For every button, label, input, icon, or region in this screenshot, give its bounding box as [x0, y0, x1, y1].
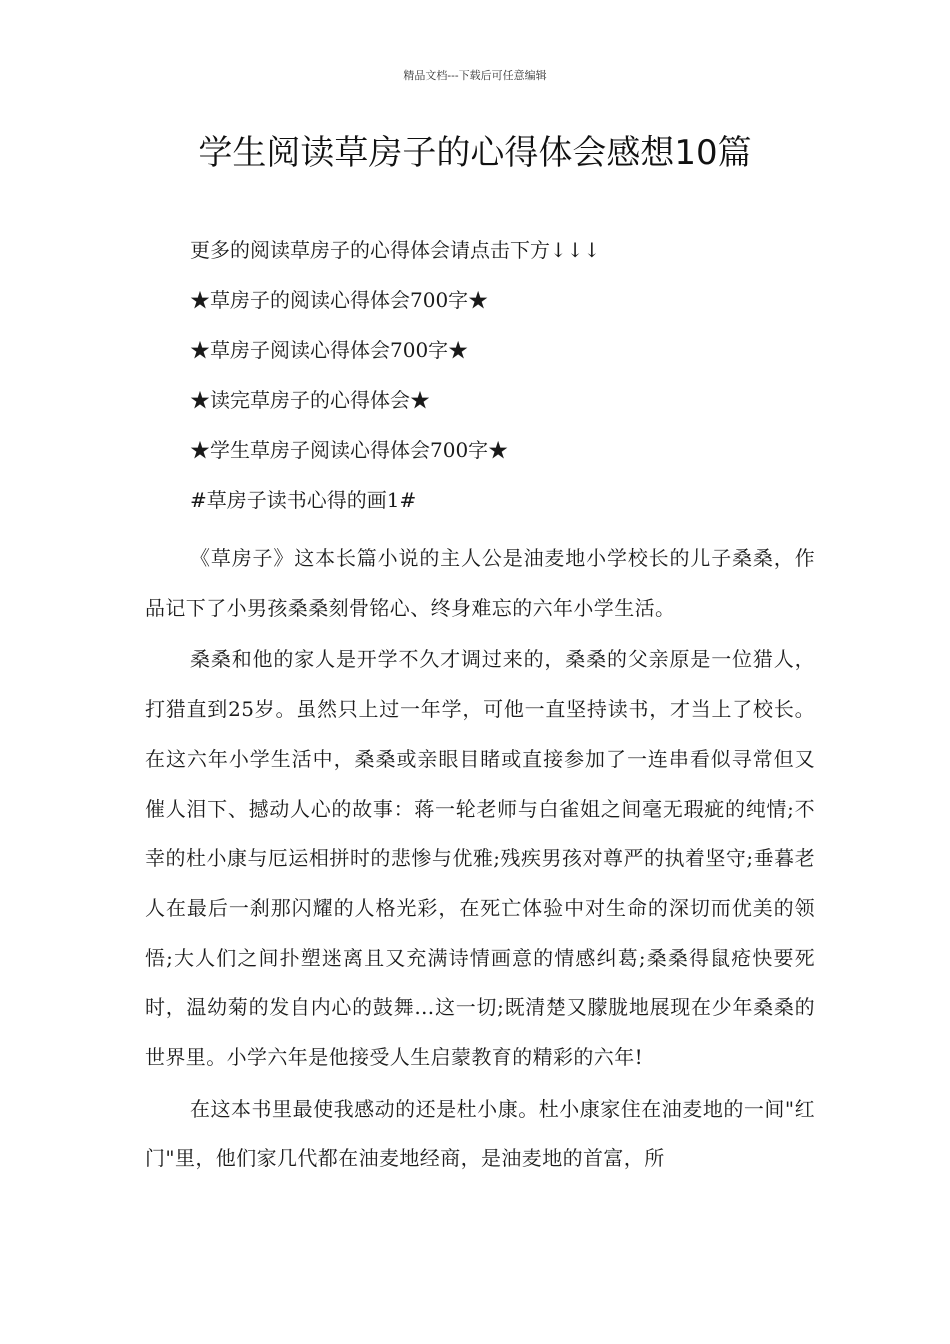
article-link[interactable]: ★学生草房子阅读心得体会700字★ [190, 438, 509, 462]
document-title: 学生阅读草房子的心得体会感想10篇 [198, 133, 752, 173]
section-heading: #草房子读书心得的画1# [190, 488, 417, 512]
article-link[interactable]: ★读完草房子的心得体会★ [190, 388, 430, 412]
document-body [145, 230, 815, 1184]
article-link[interactable]: ★草房子阅读心得体会700字★ [190, 338, 469, 362]
intro-link-prompt: 更多的阅读草房子的心得体会请点击下方↓↓↓ [190, 238, 601, 262]
body-paragraph: 桑桑和他的家人是开学不久才调过来的，桑桑的父亲原是一位猎人，打猎直到25岁。虽然只上过一年学，可他一直坚持读书，才当上了校长。在这六年小学生活中，桑桑或亲眼目睹或直接参加了一连串看似寻常但又催人泪下、撼动人心的故事：蒋一轮老师与白雀姐之间毫无瑕疵的纯情;不幸的杜小康与厄运相拼时的悲惨与优雅;残疾男孩对尊严的执着坚守;垂暮老人在最后一刹那闪耀的人格光彩，在死亡体验中对生命的深切而优美的领悟;大人们之间扑塑迷离且又充满诗情画意的情感纠葛;桑桑得鼠疮快要死时，温幼菊的发自内心的鼓舞…这一切;既清楚又朦胧地展现在少年桑桑的世界里。小学六年是他接受人生启蒙教育的精彩的六年! [145, 647, 815, 1070]
header-note: 精品文档---下载后可任意编辑 [403, 69, 547, 82]
article-link[interactable]: ★草房子的阅读心得体会700字★ [190, 288, 489, 312]
body-paragraph: 《草房子》这本长篇小说的主人公是油麦地小学校长的儿子桑桑，作品记下了小男孩桑桑刻骨铭心、终身难忘的六年小学生活。 [145, 546, 815, 620]
body-paragraph: 在这本书里最使我感动的还是杜小康。杜小康家住在油麦地的一间"红门"里，他们家几代都在油麦地经商，是油麦地的首富，所 [145, 1096, 815, 1171]
